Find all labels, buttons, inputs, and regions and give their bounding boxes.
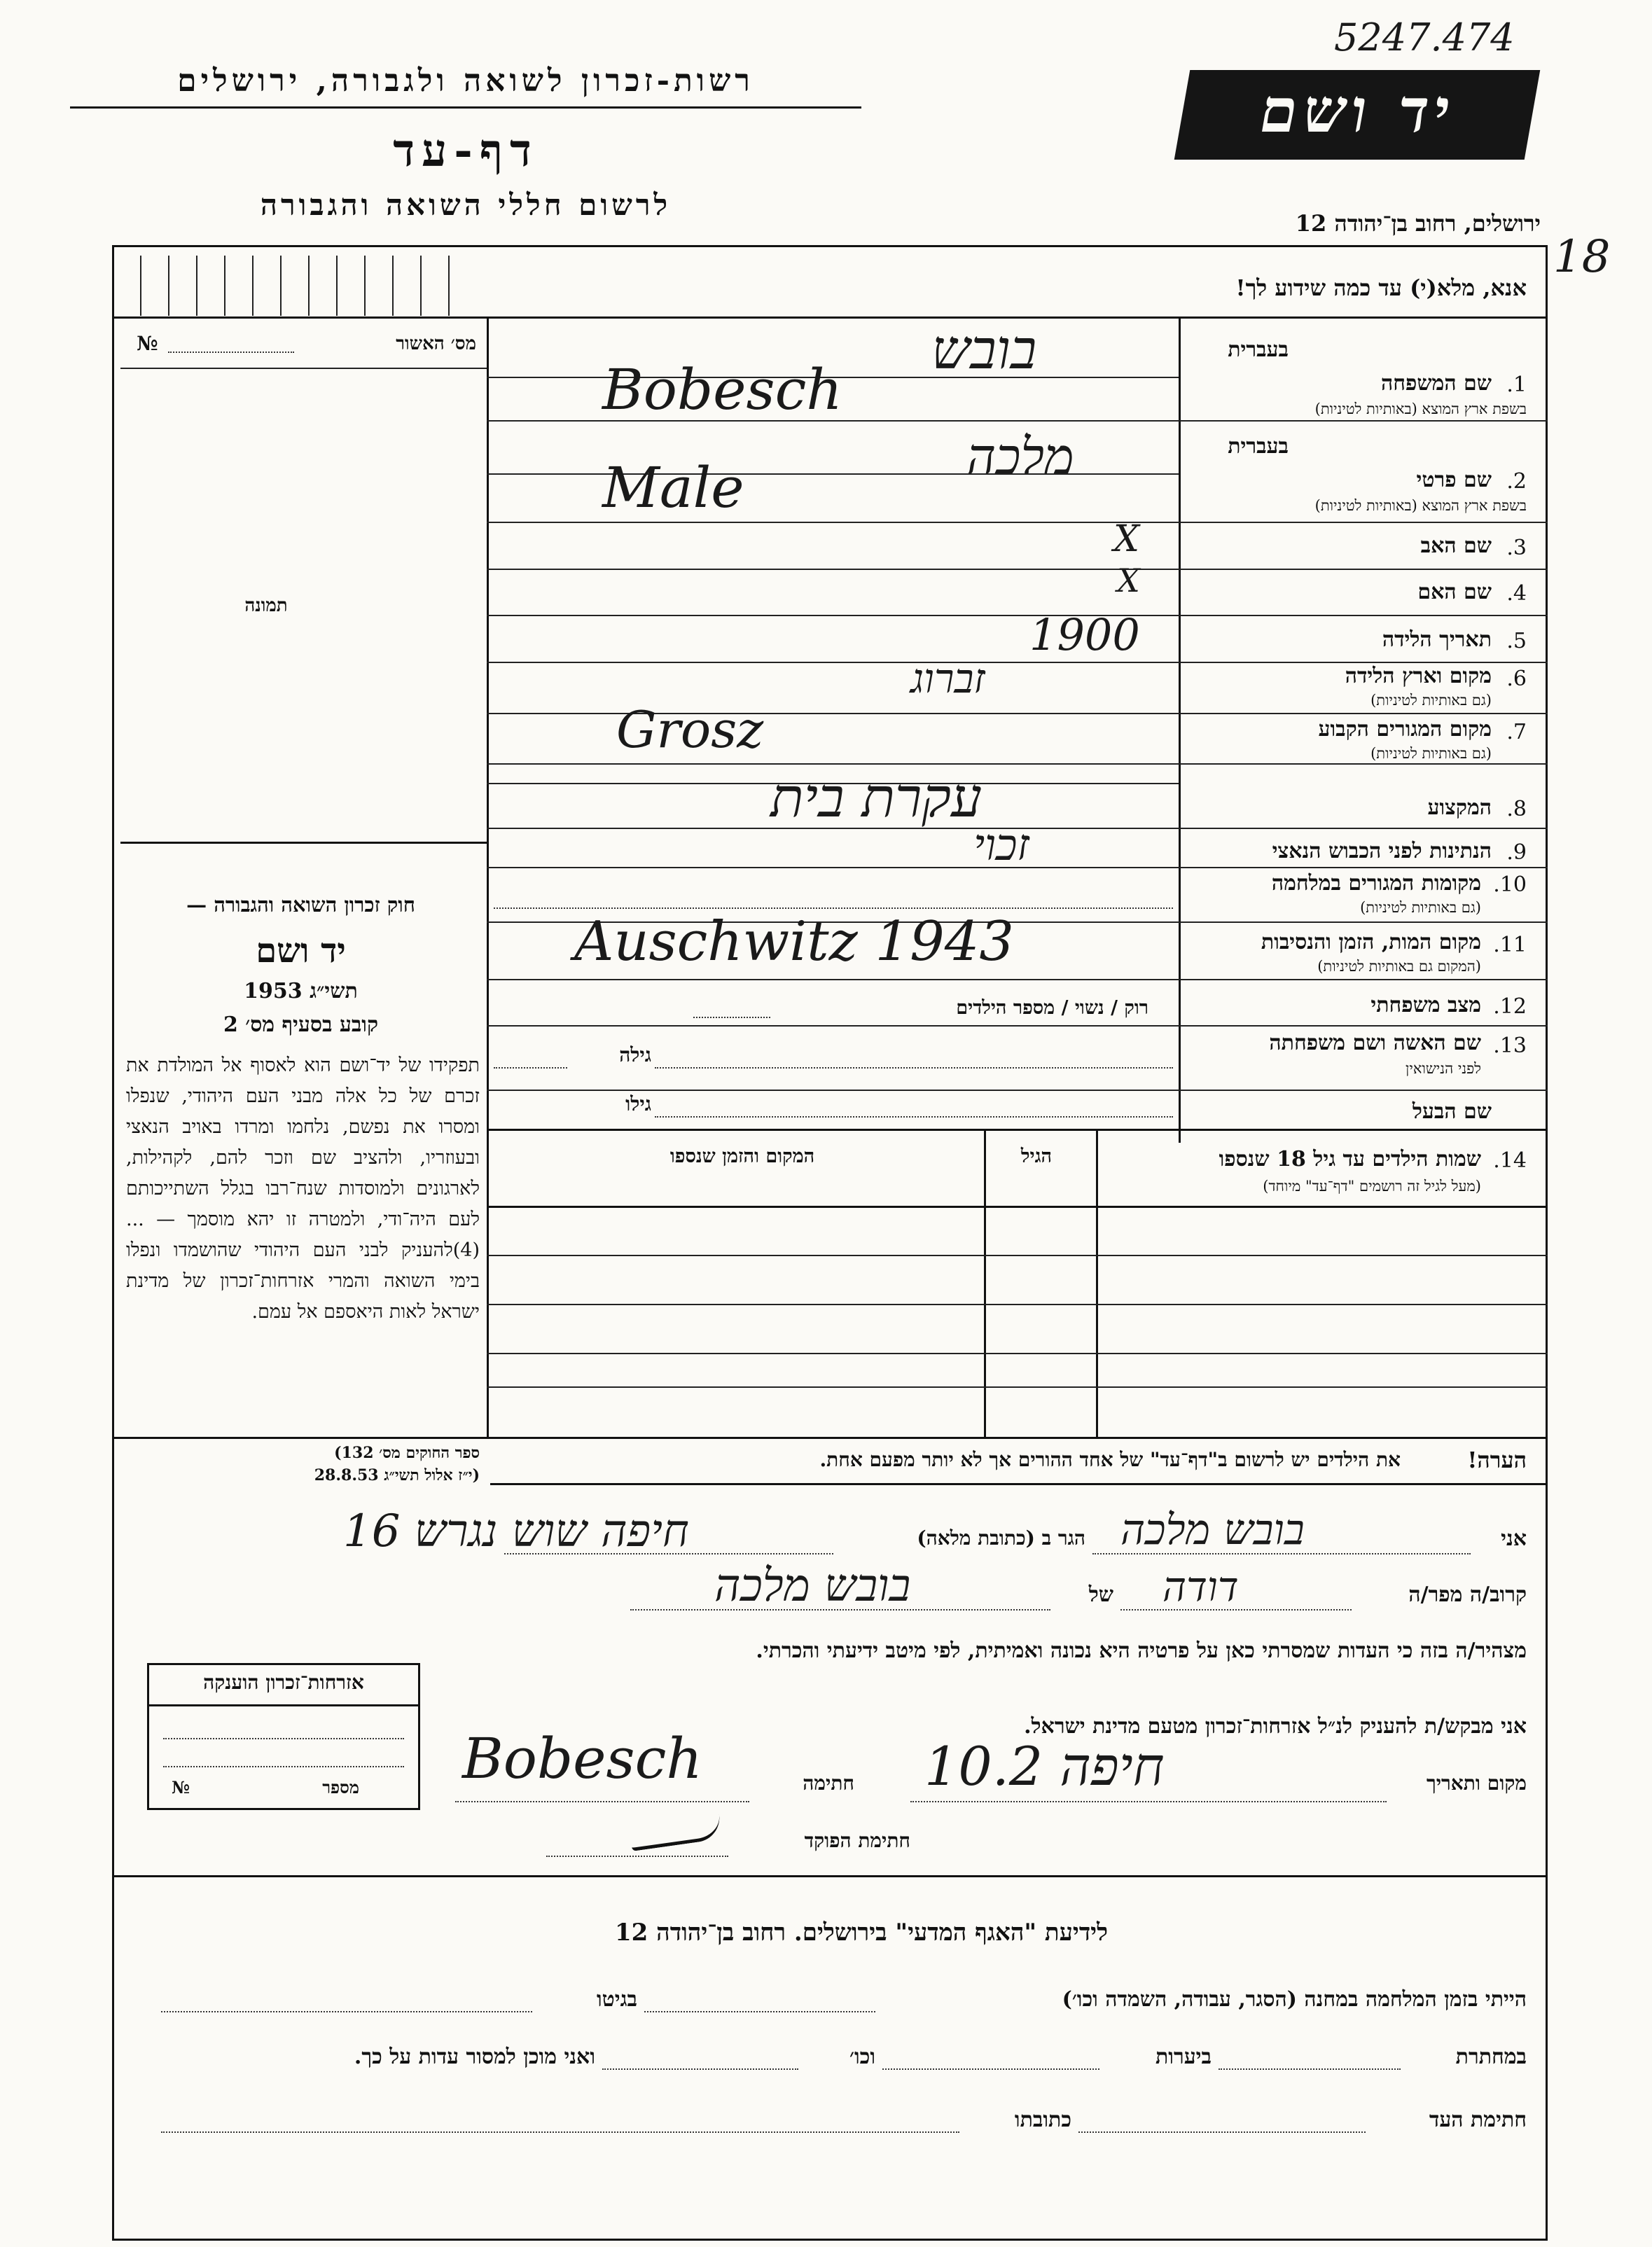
instruction: אנא, מלא(י) עד כמה שידוע לך! [1235,274,1527,301]
field-8-label: המקצוע [1427,795,1492,820]
children-table-title: שמות הילדים עד גיל 18 שנספו [1219,1147,1481,1171]
victim-name-ref[interactable]: בובש מלכה [714,1560,911,1612]
signature-value[interactable]: Bobesch [462,1726,702,1791]
field-3-label: שם האב [1420,534,1492,558]
testimony-offer: ואני מוכן למסור עדות על כך. [354,2045,595,2069]
approval-number-label: מס׳ האשור [396,333,476,354]
children-row[interactable] [487,1353,1548,1354]
law-name: יד ושם [256,931,346,971]
field-14-num: 14. [1493,1148,1527,1173]
field-3-num: 3. [1506,536,1527,560]
field-6-sub: (גם באותיות לטיניות) [1370,692,1492,709]
field-7-value[interactable]: Grosz [616,700,764,759]
children-row[interactable] [487,1304,1548,1305]
margin-number: 18 [1553,231,1611,283]
witness-signature-input[interactable] [1078,2131,1366,2133]
camp-input[interactable] [644,2011,875,2012]
citizenship-box-title: אזרחות־זכרון הוענקה [203,1671,364,1694]
field-1-num: 1. [1506,373,1527,397]
form-subtitle: לרשום חללי השואה והגבורה [260,188,672,222]
field-13-label: שם האשה ושם משפחתה [1269,1031,1481,1055]
of-label: של [1088,1582,1113,1607]
field-2-value-hebrew[interactable]: מלכה [966,427,1074,486]
citizenship-box [147,1663,420,1810]
wife-age-label: גילה [619,1043,651,1066]
law-source-1: (ספר החוקים מס׳ 132 [334,1444,480,1462]
field-9-value[interactable]: זכוי [973,819,1029,870]
field-6-label: מקום וארץ הלידה [1345,664,1492,688]
field-6-value[interactable]: זברוג [910,655,985,702]
ghetto-label: בגיטו [596,1987,637,2012]
field-12-label: מצב משפחתי [1370,993,1481,1017]
field-13-num: 13. [1493,1034,1527,1058]
form-title: דף-עד [393,125,539,177]
law-heading: חוק זכרון השואה והגבורה — [186,893,415,917]
photo-area [120,842,487,844]
etc-input[interactable] [602,2068,798,2070]
field-5-value[interactable]: 1900 [1029,609,1140,660]
field-7-num: 7. [1506,720,1527,744]
citizenship-request: אני מבקש/ת להעניק לנ״ל אזרחות־זכרון מטעם מדינת ישראל. [1024,1714,1527,1739]
declarant-name[interactable]: בובש מלכה [1120,1505,1305,1554]
place-date-value[interactable]: חיפה 10.2 [924,1735,1165,1797]
field-1-value-hebrew[interactable]: בובש [931,319,1037,382]
citizenship-number-sign: № [172,1777,190,1797]
field-3-value[interactable]: X [1113,518,1140,560]
children-table-subtitle: (מעל לגיל זה רושמים "דף־עד" מיוחד) [1263,1178,1481,1195]
field-1-tag: בעברית [1228,338,1289,362]
field-2-num: 2. [1506,469,1527,494]
underground-input[interactable] [1219,2068,1401,2070]
field-6-num: 6. [1506,667,1527,691]
field-1-value-latin[interactable]: Bobesch [602,357,842,422]
field-11-num: 11. [1493,933,1527,957]
declarant-label: אני [1501,1526,1527,1551]
field-1-sub: בשפת ארץ המוצא (באותיות לטיניות) [1314,401,1527,417]
citizenship-number-label: מספר [322,1777,359,1797]
field-9-label: הנתינות לפני הכבוש הנאצי [1272,839,1492,863]
camp-statement: הייתי בזמן המלחמה במחנה (הסגר, עבודה, השמדה וכו׳) [1062,1987,1527,2012]
field-5-label: תאריך הלידה [1382,627,1492,652]
approval-number-sign: № [137,332,158,355]
husband-name-label: שם הבעל [1412,1099,1492,1124]
address-line: ירושלים, רחוב בן־יהודה 12 [1295,210,1541,237]
relative-label: קרוב/ה מפר/ה [1408,1582,1527,1607]
field-1-label: שם המשפחה [1380,371,1492,396]
field-2-sub: בשפת ארץ המוצא (באותיות לטיניות) [1314,497,1527,514]
field-11-sub: (המקום גם באותיות לטיניות) [1317,958,1481,975]
law-year: תשי״ג 1953 [244,979,358,1003]
photo-label: תמונה [244,595,288,616]
witness-address-input[interactable] [161,2131,959,2133]
etc-label: וכו׳ [849,2045,875,2069]
forests-input[interactable] [882,2068,1099,2070]
field-4-label: שם האם [1417,580,1492,604]
law-clause: קובע בסעיף מס׳ 2 [223,1013,379,1037]
declarant-address[interactable]: חיפה שוש נגרש 16 [343,1505,689,1557]
field-8-num: 8. [1506,797,1527,821]
field-10-sub: (גם באותיות לטיניות) [1360,899,1481,916]
field-9-num: 9. [1506,840,1527,865]
law-text: תפקידו של יד־ושם הוא לאסוף אל המולדת את זכרם של כל אלה מבני העם היהודי, שנפלו ומסרו את נפשם, נלחמו ומרדו באויב הנאצי ובעוזריו, ולהציב שם וזכר להם, לקהילות, לארגונים ולמוסדות שנח־רבו בגלל השתייכותם לעם היה־ודי, ולמטרה זו יהא מוסמך — ...(4)להעניק לבני העם היהודי שהושמדו ונפלו בימי השואה והמרי אזרחות־זכרון של מדינת ישראל לאות היאספם אל עמם. [126,1055,480,1323]
logo-text: יד ושם [1254,76,1462,146]
field-10-num: 10. [1493,872,1527,897]
scientific-dept-title: לידיעת "האגף המדעי" בירושלים. רחוב בן־יהודה 12 [615,1919,1108,1947]
field-11-value[interactable]: Auschwitz 1943 [574,910,1014,973]
field-10-label: מקומות המגורים במלחמה [1271,871,1481,896]
field-2-value-latin[interactable]: Male [602,455,744,520]
reference-number: 5247.474 [1334,15,1515,60]
children-col-age: הגיל [1020,1146,1053,1167]
yad-vashem-logo [1174,70,1541,160]
wife-name-input[interactable] [655,1067,1173,1069]
marital-status-options[interactable]: רוק / נשוי / מספר הילדים [956,997,1148,1019]
witness-signature-label: חתימת העד [1429,2108,1527,2132]
witness-address-label: כתובתו [1014,2108,1071,2132]
field-7-sub: (גם באותיות לטיניות) [1370,745,1492,762]
note-text: את הילדים יש לרשום ב"דף־עד" של אחד ההורים אך לא יותר מפעם אחת. [819,1448,1401,1471]
relation-value[interactable]: דודה [1162,1563,1239,1611]
officer-signature-label: חתימת הפוקד [804,1829,910,1852]
organization-line: רשות-זכרון לשואה ולגבורה, ירושלים [177,63,754,99]
field-12-num: 12. [1493,994,1527,1019]
field-4-num: 4. [1506,581,1527,606]
field-7-label: מקום המגורים הקבוע [1318,717,1492,742]
field-8-value[interactable]: עקרת בית [770,767,983,830]
field-2-tag: בעברית [1228,434,1289,459]
husband-age-label: גילו [625,1092,651,1115]
field-10-input[interactable] [494,907,1173,909]
law-source-2: י״ז אלול תשי״ג 28.8.53) [314,1466,480,1484]
approval-number-field[interactable] [168,352,294,353]
forests-label: ביערות [1155,2045,1212,2069]
husband-name-input[interactable] [655,1116,1173,1118]
address-label: הגר ב (כתובת מלאה) [917,1526,1085,1550]
note-label: הערה! [1467,1447,1527,1473]
field-13-sub: לפני הנישואין [1405,1060,1481,1077]
field-11-label: מקום המות, הזמן והנסיבות [1261,930,1481,954]
field-2-label: שם פרטי [1416,468,1492,492]
ghetto-input[interactable] [161,2011,532,2012]
children-row[interactable] [487,1386,1548,1388]
declaration-statement: מצהיר/ה בזה כי העדות שמסרתי כאן על פרטיה היא נכונה ואמיתית, לפי מיטב ידיעתי והכרתי. [756,1639,1527,1663]
field-5-num: 5. [1506,629,1527,653]
field-4-value[interactable]: X [1117,562,1140,599]
place-date-label: מקום ותאריך [1426,1772,1527,1795]
children-col-place: המקום והזמן שנספו [669,1146,815,1167]
underground-label: במחתרת [1455,2045,1527,2069]
children-row[interactable] [487,1255,1548,1256]
signature-label: חתימה [803,1772,854,1795]
